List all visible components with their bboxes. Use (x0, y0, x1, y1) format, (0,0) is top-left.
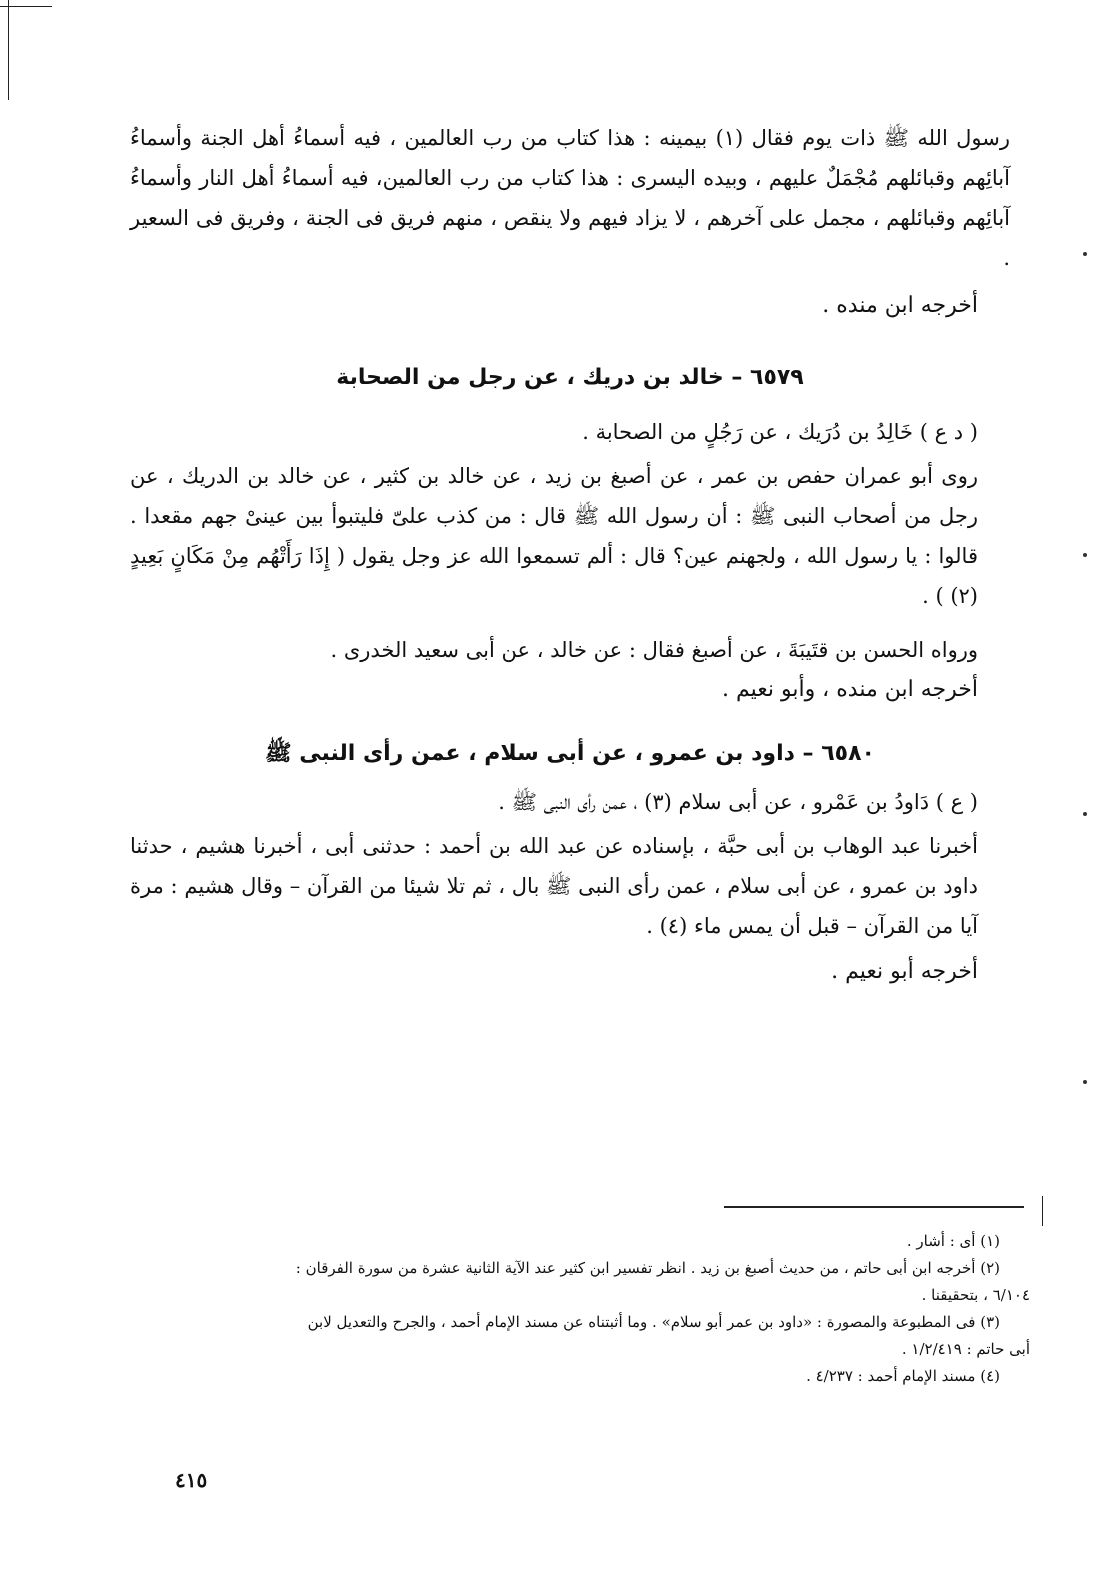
footnote-1: (١) أى : أشار . (906, 1232, 1000, 1250)
source-line: أخرجه ابن منده . (822, 293, 978, 318)
footnote-rule-tick (1042, 1196, 1043, 1226)
entry-intro-6580: ( ع ) دَاودُ بن عَمْرو ، عن أبى سلام (٣) ، عمن رأى النبى ﷺ . (498, 790, 978, 814)
footnote-2-line-1: (٢) أخرجه ابن أبى حاتم ، من حديث أصبغ بن زيد . انظر تفسير ابن كثير عند الآية الثانية عشرة من سورة الفرقان : (295, 1259, 1000, 1277)
source-line-6579: أخرجه ابن منده ، وأبو نعيم . (721, 677, 978, 702)
entry-paragraph-6579: روى أبو عمران حفص بن عمر ، عن أصبغ بن زيد ، عن خالد بن كثير ، عن خالد بن الدريك ، عن رجل من أصحاب النبى ﷺ : أن رسول الله ﷺ قال : من كذب علىّ فليتبوأ بين عينىْ جهم مقعدا . قالوا : يا رسول الله ، ولجهنم عين؟ قال : ألم تسمعوا الله عز وجل يقول ( إِذَا رَأَتْهُم مِنْ مَكَانٍ بَعِيدٍ (٢) ) . (130, 464, 978, 608)
entry-riwaya-6579: ورواه الحسن بن قتَيبَةَ ، عن أصبغ فقال : عن خالد ، عن أبى سعيد الخدرى . (330, 638, 978, 662)
footnote-rule (724, 1206, 1024, 1208)
footnote-2-line-2: ٦/١٠٤ ، بتحقيقنا . (921, 1286, 1030, 1304)
footnotes (150, 1228, 1030, 1390)
entry-paragraph-6580: أخبرنا عبد الوهاب بن أبى حبَّة ، بإسناده عن عبد الله بن أحمد : حدثنى أبى ، أخبرنا هشيم ، حدثنا داود بن عمرو ، عن أبى سلام ، عمن رأى النبى ﷺ بال ، ثم تلا شيئا من القرآن – وقال هشيم : مرة آيا من القرآن – قبل أن يمس ماء (٤) . (130, 834, 978, 938)
footnote-4: (٤) مسند الإمام أحمد : ٤/٢٣٧ . (806, 1367, 1000, 1385)
page-body (130, 118, 1010, 992)
footnote-3-line-1: (٣) فى المطبوعة والمصورة : «داود بن عمر أبو سلام» . وما أثبتناه عن مسند الإمام أحمد ، والجرح والتعديل لابن (307, 1313, 1000, 1331)
crop-mark-vertical (8, 0, 9, 100)
entry-heading-6579: ٦٥٧٩ – خالد بن دريك ، عن رجل من الصحابة (336, 365, 804, 390)
paragraph-continued: رسول الله ﷺ ذات يوم فقال (١) بيمينه : هذا كتاب من رب العالمين ، فيه أسماءُ أهل الجنة وأسماءُ آبائِهم وقبائلهم مُجْمَلٌ عليهم ، وبيده اليسرى : هذا كتاب من رب العالمين، فيه أسماءُ أهل النار وأسماءُ آبائِهم وقبائلهم ، مجمل على آخرهم ، لا يزاد فيهم ولا ينقص ، منهم فريق فى الجنة ، وفريق فى السعير . (130, 126, 1010, 270)
entry-heading-6580: ٦٥٨٠ – داود بن عمرو ، عن أبى سلام ، عمن رأى النبى ﷺ (265, 741, 875, 766)
page-number: ٤١٥ (175, 1468, 208, 1492)
source-line-6580: أخرجه أبو نعيم . (831, 959, 978, 984)
footnote-3-line-2: أبى حاتم : ١/٢/٤١٩ . (901, 1340, 1030, 1358)
entry-intro-6579: ( د ع ) خَالِدُ بن دُرَيك ، عن رَجُلٍ من الصحابة . (582, 420, 978, 444)
